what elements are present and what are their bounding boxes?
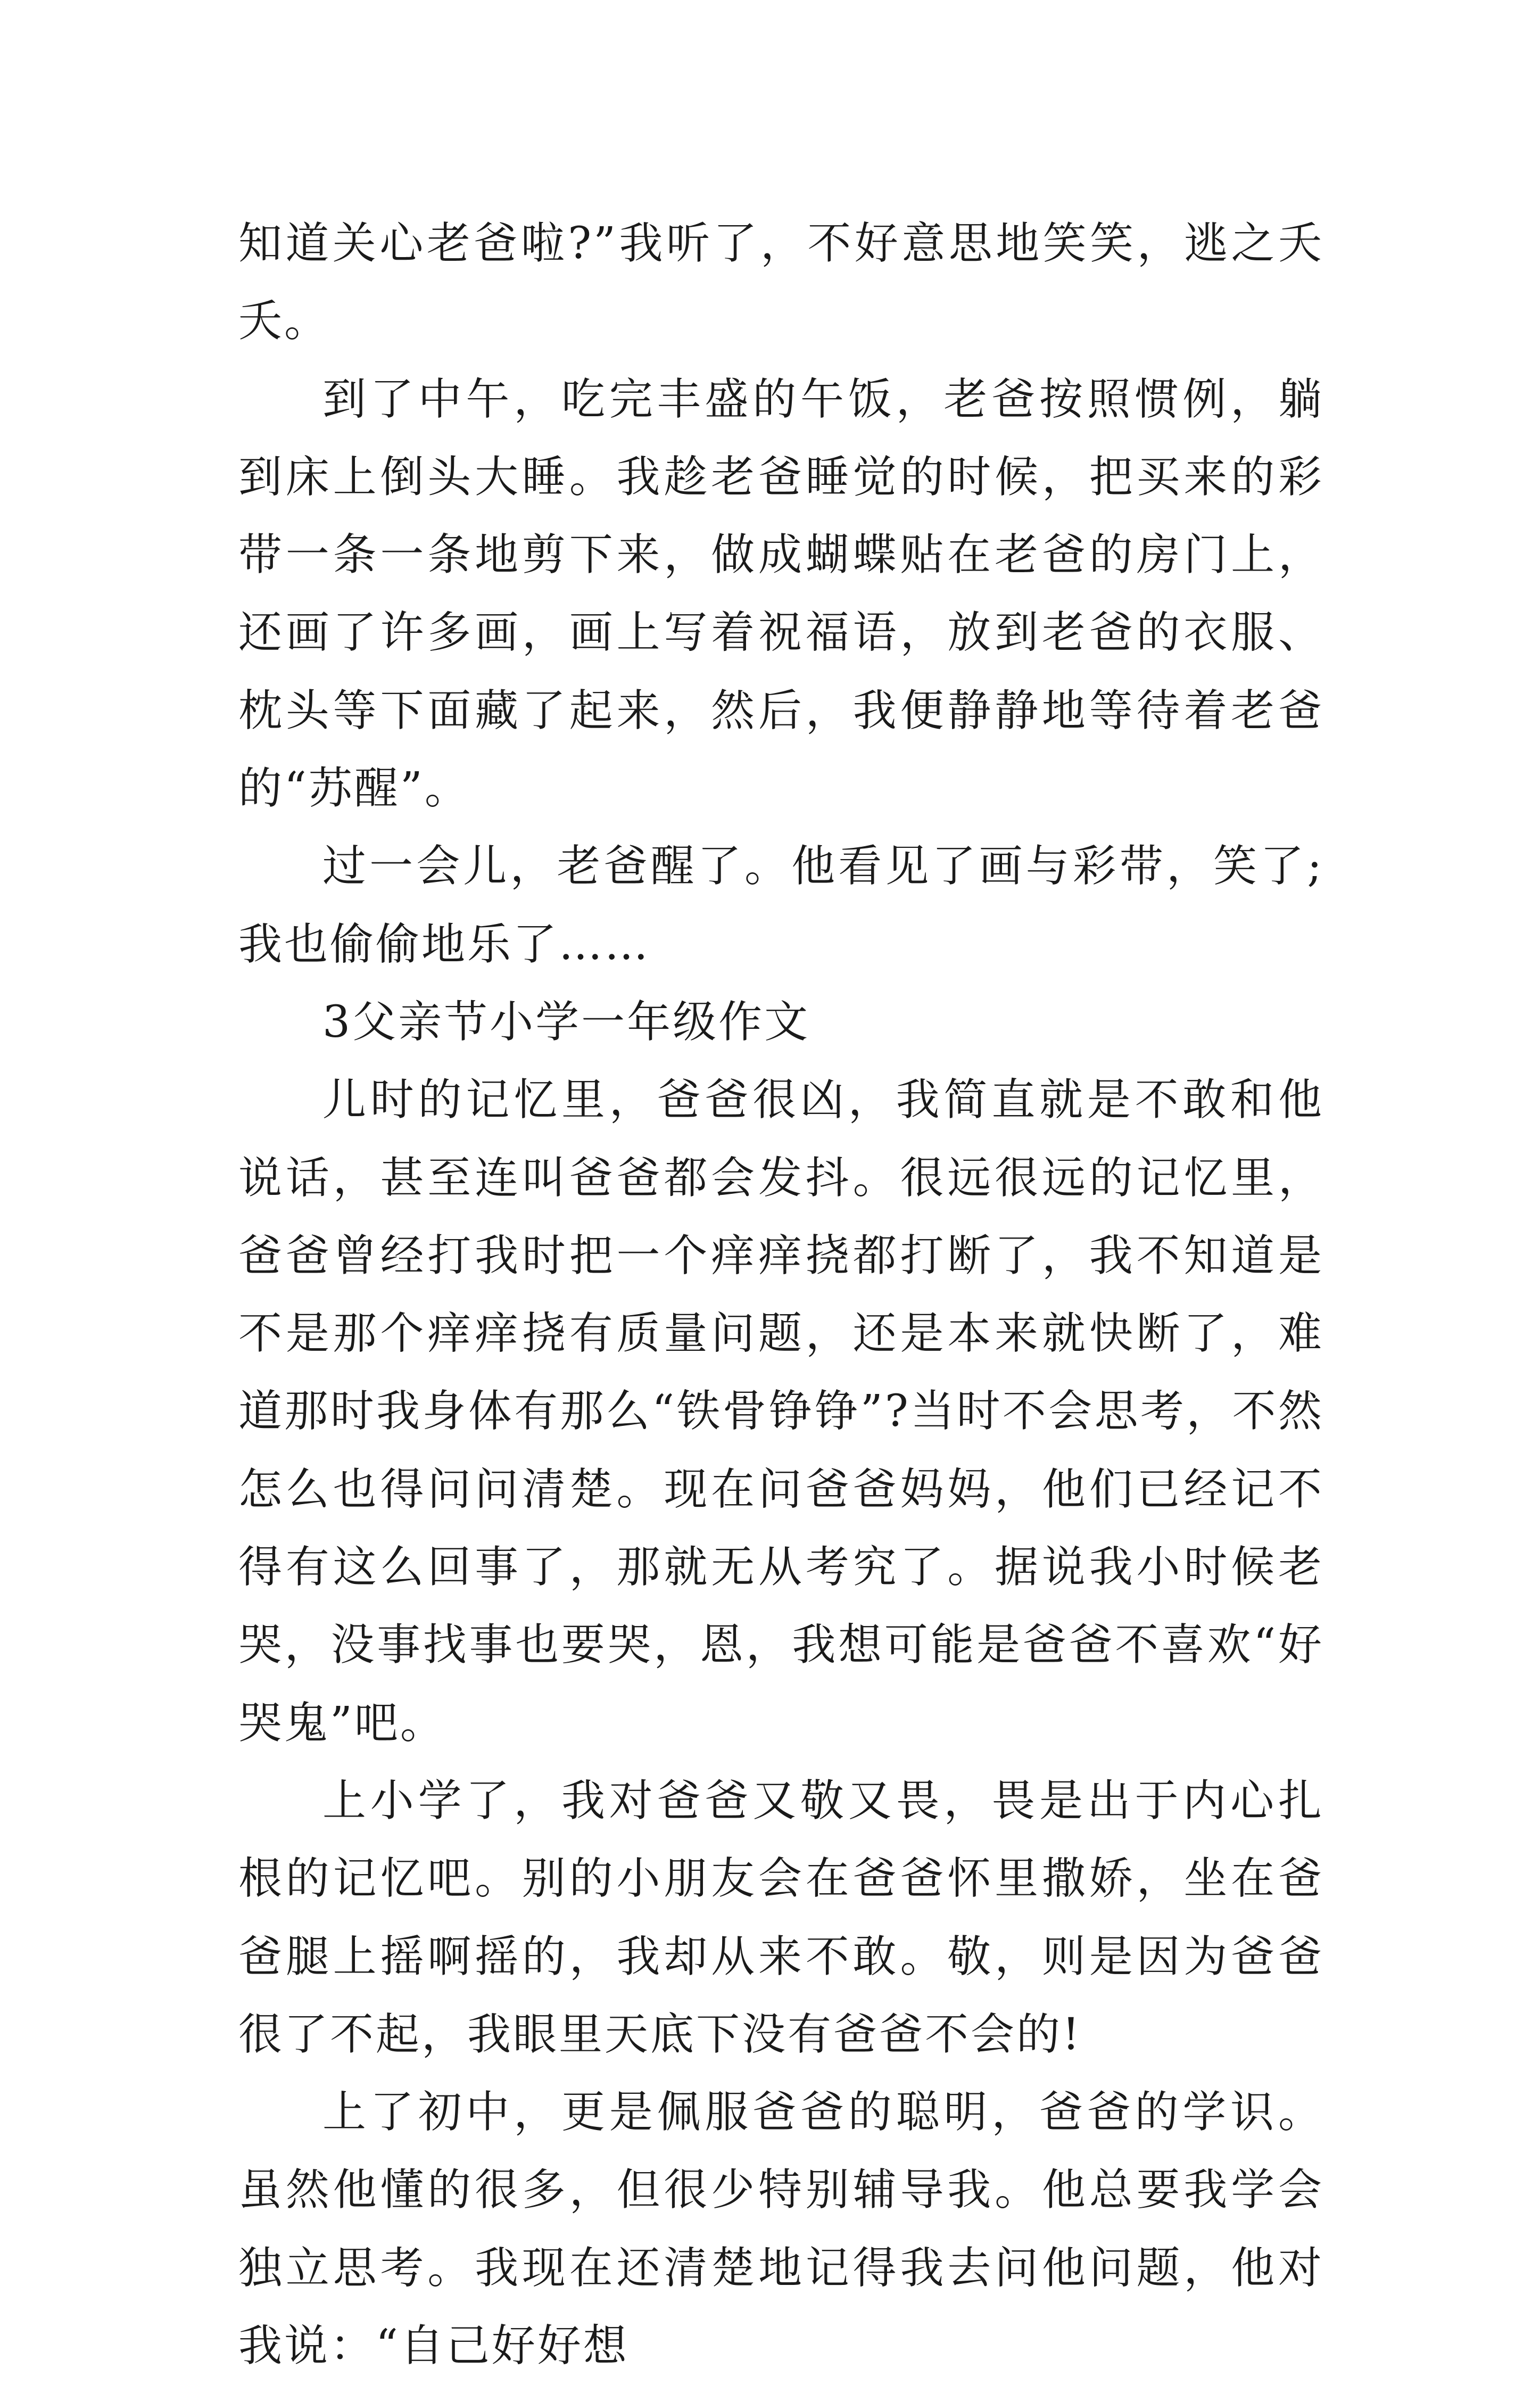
document-body [238,205,1324,2385]
paragraph: 上了初中，更是佩服爸爸的聪明，爸爸的学识。虽然他懂的很多，但很少特别辅导我。他总要我学会独立思考。我现在还清楚地记得我去问他问题，他对我说：“自己好好想 [238,2087,1324,2372]
paragraph: 上小学了，我对爸爸又敬又畏，畏是出于内心扎根的记忆吧。别的小朋友会在爸爸怀里撒娇，坐在爸爸腿上摇啊摇的，我却从来不敢。敬，则是因为爸爸很了不起，我眼里天底下没有爸爸不会的! [238,1775,1324,2060]
paragraph-continuation: 知道关心老爸啦?”我听了，不好意思地笑笑，逃之夭夭。 [238,218,1324,347]
paragraph: 到了中午，吃完丰盛的午饭，老爸按照惯例，躺到床上倒头大睡。我趁老爸睡觉的时候，把买来的彩带一条一条地剪下来，做成蝴蝶贴在老爸的房门上，还画了许多画，画上写着祝福语，放到老爸的衣服、枕头等下面藏了起来，然后，我便静静地等待着老爸的“苏醒”。 [238,374,1324,814]
paragraph: 过一会儿，老爸醒了。他看见了画与彩带，笑了;我也偷偷地乐了…… [238,841,1324,970]
section-heading: 3父亲节小学一年级作文 [322,996,810,1047]
paragraph: 儿时的记忆里，爸爸很凶，我简直就是不敢和他说话，甚至连叫爸爸都会发抖。很远很远的记忆里，爸爸曾经打我时把一个痒痒挠都打断了，我不知道是不是那个痒痒挠有质量问题，还是本来就快断了，难道那时我身体有那么“铁骨铮铮”?当时不会思考，不然怎么也得问问清楚。现在问爸爸妈妈，他们已经记不得有这么回事了，那就无从考究了。据说我小时候老哭，没事找事也要哭，恩，我想可能是爸爸不喜欢“好哭鬼”吧。 [238,1075,1324,1748]
